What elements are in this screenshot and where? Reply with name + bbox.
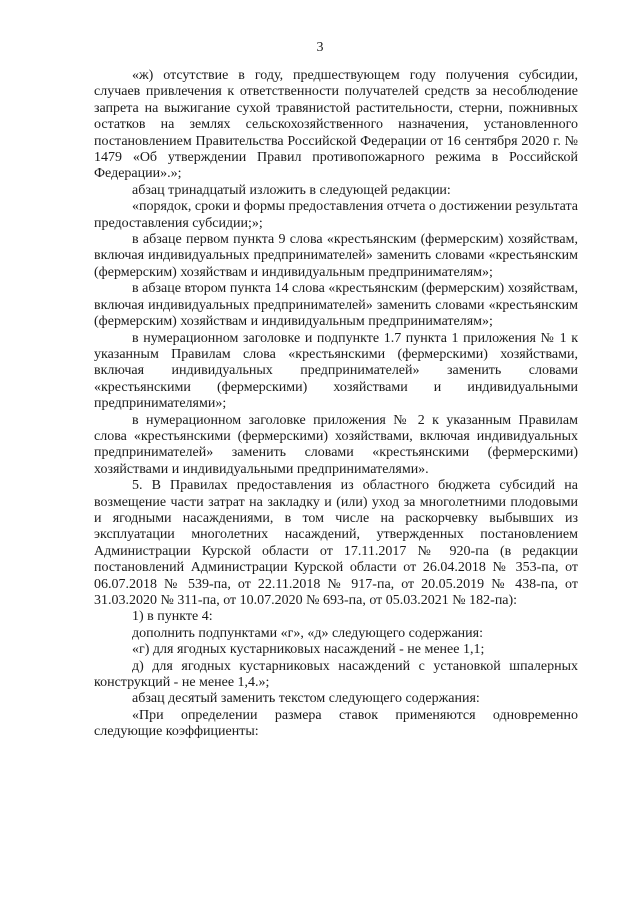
paragraph: 1) в пункте 4: [132, 609, 213, 625]
paragraph: д) для ягодных кустарниковых насаждений с установкой шпалерных конструкций - не менее 1,4.»; [94, 658, 578, 691]
paragraph: «порядок, сроки и формы предоставления отчета о достижении результата предоставления субсидии;»; [94, 199, 578, 231]
paragraph: «ж) отсутствие в году, предшествующем году получения субсидии, случаев привлечения к ответственности получателей средств за несоблюдение запрета на выжигание сухой травянистой растительности, стерни, пожнивных остатков на землях сельскохозяйственного назначения, установленного постановлением Правительства Российской Федерации от 16 сентября 2020 г. № 1479 «Об утверждении Правил противопожарного режима в Российской Федерации».»; [94, 68, 578, 182]
paragraph: абзац тринадцатый изложить в следующей редакции: [132, 182, 451, 198]
paragraph: в абзаце первом пункта 9 слова «крестьянским (фермерским) хозяйствам, включая индивидуальных предпринимателей» заменить словами «крестьянским (фермерским) хозяйствам и индивидуальным предпринимателям»; [94, 232, 578, 280]
paragraph: 5. В Правилах предоставления из областного бюджета субсидий на возмещение части затрат на закладку и (или) уход за многолетними плодовыми и ягодными насаждениями, в том числе на раскорчевку выбывших из эксплуатации многолетних насаждений, утвержденных постановлением Администрации Курской области от 17.11.2017 № 920-па (в редакции постановлений Администрации Курской области от 26.04.2018 № 353-па, от 06.07.2018 № 539-па, от 22.11.2018 № 917-па, от 20.05.2019 № 438-па, от 31.03.2020 № 311-па, от 10.07.2020 № 693-па, от 05.03.2021 № 182-па): [94, 478, 578, 608]
paragraph: в абзаце втором пункта 14 слова «крестьянским (фермерским) хозяйствам, включая индивидуальных предпринимателей» заменить словами «крестьянским (фермерским) хозяйствам и индивидуальным предпринимателям»; [94, 281, 578, 330]
paragraph: в нумерационном заголовке и подпункте 1.7 пункта 1 приложения № 1 к указанным Правилам слова «крестьянскими (фермерскими) хозяйствами, включая индивидуальных предпринимателей» заменить словами «крестьянскими (фермерскими) хозяйствами и индивидуальными предпринимателями»; [94, 330, 578, 412]
paragraph: дополнить подпунктами «г», «д» следующего содержания: [132, 625, 483, 641]
paragraph: «г) для ягодных кустарниковых насаждений - не менее 1,1; [132, 642, 485, 658]
paragraph: в нумерационном заголовке приложения № 2 к указанным Правилам слова «крестьянскими (фермерскими) хозяйствами, включая индивидуальных предпринимателей» заменить словами «крестьянскими (фермерскими) хозяйствами и индивидуальными предпринимателями». [94, 412, 578, 477]
paragraph: «При определении размера ставок применяются одновременно следующие коэффициенты: [94, 707, 578, 740]
document-body [94, 68, 578, 741]
page-number: 3 [316, 40, 324, 55]
paragraph: абзац десятый заменить текстом следующего содержания: [132, 691, 480, 707]
